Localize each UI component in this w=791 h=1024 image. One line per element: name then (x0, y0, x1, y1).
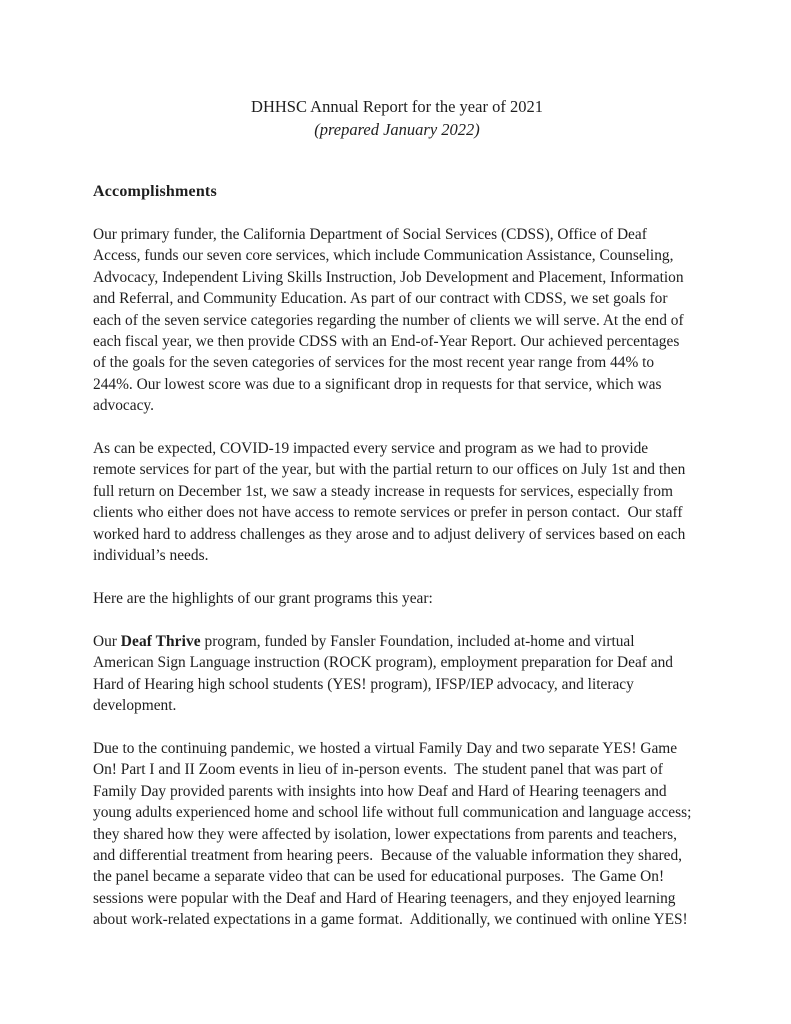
document-body (93, 224, 701, 931)
text-line: about work-related expectations in a game format. Additionally, we continued with online YES! (93, 911, 688, 929)
text-line: Family Day provided parents with insights into how Deaf and Hard of Hearing teenagers and (93, 782, 667, 800)
text-line: Our primary funder, the California Department of Social Services (CDSS), Office of Deaf (93, 225, 647, 243)
paragraph (93, 224, 701, 417)
text-line: development. (93, 697, 177, 715)
text-line: 244%. Our lowest score was due to a significant drop in requests for that service, which was (93, 375, 662, 393)
text-line: of the goals for the seven categories of services for the most recent year range from 44% to (93, 354, 655, 372)
paragraph (93, 738, 701, 931)
text-line: full return on December 1st, we saw a steady increase in requests for services, especially from (93, 482, 673, 500)
text-line: Due to the continuing pandemic, we hosted a virtual Family Day and two separate YES! Game (93, 740, 678, 758)
text-line: As can be expected, COVID-19 impacted every service and program as we had to provide (93, 440, 649, 458)
paragraph (93, 588, 701, 609)
text-line: and differential treatment from hearing peers. Because of the valuable information they shared, (93, 847, 683, 865)
text-line: On! Part I and II Zoom events in lieu of in-person events. The student panel that was part of (93, 761, 663, 779)
paragraph (93, 631, 701, 717)
section-heading-accomplishments: Accomplishments (93, 183, 217, 200)
text-line: each fiscal year, we then provide CDSS with an End-of-Year Report. Our achieved percentages (93, 332, 680, 350)
text-line: Hard of Hearing high school students (YES! program), IFSP/IEP advocacy, and literacy (93, 675, 634, 693)
text-line: sessions were popular with the Deaf and Hard of Hearing teenagers, and they enjoyed learning (93, 889, 676, 907)
text-line: Here are the highlights of our grant programs this year: (93, 590, 433, 607)
text-line: each of the seven service categories regarding the number of clients we will serve. At the end of (93, 311, 684, 329)
text-line: clients who either does not have access to remote services or prefer in person contact. Our staff (93, 504, 683, 522)
text-line: young adults experienced home and school life without full communication and language access; (93, 804, 692, 822)
document-subtitle: (prepared January 2022) (314, 120, 480, 139)
text-line: American Sign Language instruction (ROCK program), employment preparation for Deaf and (93, 654, 673, 672)
text-line: Our Deaf Thrive program, funded by Fansler Foundation, included at-home and virtual (93, 632, 635, 650)
text-line: individual’s needs. (93, 547, 209, 565)
text-line: worked hard to address challenges as they arose and to adjust delivery of services based on each (93, 525, 686, 543)
text-line: and Referral, and Community Education. As part of our contract with CDSS, we set goals for (93, 290, 668, 308)
text-line: the panel became a separate video that can be used for educational purposes. The Game On! (93, 868, 665, 886)
text-line: they shared how they were affected by isolation, lower expectations from parents and teachers, (93, 825, 677, 843)
document-title: DHHSC Annual Report for the year of 2021 (251, 97, 543, 116)
paragraph (93, 438, 701, 566)
text-line: advocacy. (93, 397, 154, 415)
text-line: Advocacy, Independent Living Skills Instruction, Job Development and Placement, Information (93, 268, 684, 286)
text-line: remote services for part of the year, but with the partial return to our offices on July 1st and then (93, 461, 686, 479)
text-line: Access, funds our seven core services, which include Communication Assistance, Counseling, (93, 247, 674, 265)
